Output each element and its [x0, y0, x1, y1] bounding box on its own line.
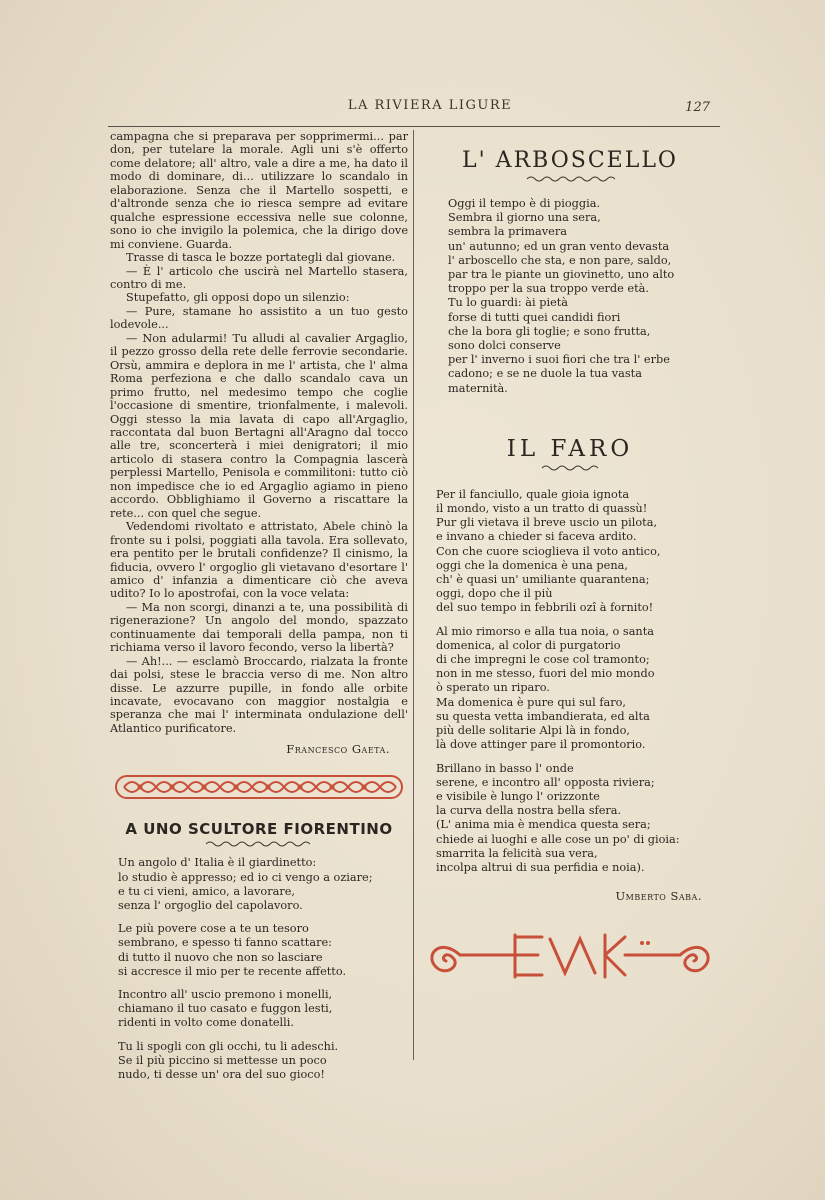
verse-line: Ma domenica è pure qui sul faro, — [436, 695, 627, 709]
verse-line: Tu li spogli con gli occhi, tu li adeschi. — [118, 1039, 339, 1053]
prose-paragraph: Vedendomi rivoltato e attristato, Abele chinò la fronte su i polsi, poggiati alla tavola. Era sollevato, era pentito per le brutali confidenze? Il cinismo, la fiducia, ovvero l' orgoglio gli vietavano d'esortare l' amico d' infanzia a dimenticare ciò che aveva udito? Io lo apostrofai, con la voce velata: — [110, 520, 408, 601]
poem-signature: Umberto Saba. — [615, 889, 702, 904]
verse-line: sembrano, e spesso ti fanno scattare: — [118, 936, 332, 950]
verse-line: oggi che la domenica è una pena, — [436, 558, 628, 572]
verse-line: maternità. — [448, 381, 508, 395]
running-head: LA RIVIERA LIGURE — [347, 98, 513, 113]
poem-faro — [420, 488, 720, 875]
verse-line: più delle solitarie Alpi là in fondo, — [436, 724, 631, 738]
prose-paragraph: — Non adularmi! Tu alludi al cavalier Argaglio, il pezzo grosso della rete delle ferrovie secondarie. Orsù, ammira e deplora in me l' artista, che l' alma Roma perfeziona e che dallo scandalo cava un primo frutto, nel medesimo tempo che coglie l'occasione di smentire, trionfalmente, i malevoli. Oggi stesso la mia lavata di capo all'Argaglio, raccontata dal buon Bertagni all'Aragno dal tocco alle tre, sconcerterà i miei denigratori; il mio articolo di stasera contro la Compagnia lascerà perplessi Martello, Penisola e commilitoni: tutto ciò non impedisce che io ed Argaglio agiamo in pieno accordo. Obblighiamo il Governo a riscattare la rete... con quel che segue. — [110, 331, 408, 520]
verse-line: là dove attinger pare il promontorio. — [436, 738, 646, 752]
stanza — [436, 488, 720, 616]
right-column — [420, 130, 720, 985]
verse-line: par tra le piante un giovinetto, uno alto — [448, 268, 675, 282]
verse-line: la curva della nostra bella sfera. — [436, 804, 622, 818]
verse-line: sembra la primavera — [448, 225, 567, 239]
poem-title-faro: IL FARO — [506, 435, 634, 462]
verse-line: forse di tutti quei candidi fiori — [448, 310, 621, 324]
verse-line: e tu ci vieni, amico, a lavorare, — [118, 884, 296, 898]
verse-line: Per il fanciullo, quale gioia ignota — [436, 487, 630, 501]
verse-line: troppo per la sua troppo verde età. — [448, 282, 649, 296]
column-rule — [413, 130, 414, 1060]
prose-section — [110, 130, 408, 735]
verse-line: del suo tempo in febbrili ozî à fornito! — [436, 601, 654, 615]
poem-title-scultore: A UNO SCULTORE FIORENTINO — [125, 820, 393, 839]
prose-paragraph: — È l' articolo che uscirà nel Martello stasera, contro di me. — [110, 264, 408, 291]
prose-paragraph: Trasse di tasca le bozze portategli dal giovane. — [126, 251, 396, 265]
verse-line: l' arboscello che sta, e non pare, saldo, — [448, 253, 672, 267]
prose-paragraph: — Pure, stamane ho assistito a un tuo gesto lodevole... — [110, 304, 408, 332]
verse-line: che la bora gli toglie; e sono frutta, — [448, 324, 651, 338]
verse-line: oggi, dopo che il più — [436, 587, 553, 601]
stanza — [118, 922, 408, 979]
verse-line: Le più povere cose a te un tesoro — [118, 922, 309, 936]
stanza — [118, 1040, 408, 1083]
verse-line: il mondo, visto a un tratto di quassù! — [436, 502, 648, 516]
verse-line: domenica, al color di purgatorio — [436, 638, 621, 652]
prose-paragraph: campagna che si preparava per sopprimermi... par don, per tutelare la morale. Agli uni s'è offerto come delatore; all' altro, vale a dire a me, ha dato il modo di dominare, di... utilizzare lo scandalo in elaborazione. Senza che il Martello sospetti, e d'altronde senza che io riesca sempre ad evitare qualche espressione eccessiva nelle sue colonne, sono io che invigilo la polemica, che la dirigo dove mi conviene. Guarda. — [110, 130, 408, 251]
page-number: 127 — [685, 100, 710, 115]
verse-line: lo studio è appresso; ed io ci vengo a oziare; — [118, 870, 373, 884]
stanza — [118, 988, 408, 1031]
verse-line: su questa vetta imbandierata, ed alta — [436, 709, 650, 723]
verse-line: serene, e incontro all' opposta riviera; — [436, 775, 655, 789]
verse-line: Sembra il giorno una sera, — [448, 211, 601, 225]
verse-line: e invano a chieder si faceva ardito. — [436, 530, 637, 544]
verse-line: per l' inverno i suoi fiori che tra l' erbe — [448, 353, 670, 367]
prose-paragraph: — Ah!... — esclamò Broccardo, rialzata la fronte dai polsi, stese le braccia verso di me. Non altro disse. Le azzurre pupille, in fondo alle orbite incavate, evocavano con maggior nostalgia e speranza che mai l' interminata ondulazione dell' Atlantico purificatore. — [110, 654, 408, 735]
verse-line: ch' è quasi un' umiliante quarantena; — [436, 573, 650, 587]
verse-line: smarrita la felicità sua vera, — [436, 846, 598, 860]
verse-line: Pur gli vietava il breve uscio un pilota, — [436, 516, 658, 530]
verse-line: Brillano in basso l' onde — [436, 761, 574, 775]
verse-line: Oggi il tempo è di pioggia. — [448, 197, 601, 210]
verse-line: chiamano il tuo casato e fuggon lesti, — [118, 1002, 333, 1016]
verse-line: Incontro all' uscio premono i monelli, — [118, 988, 333, 1002]
verse-line: Un angolo d' Italia è il giardinetto: — [118, 856, 317, 870]
stanza — [436, 762, 720, 876]
verse-line: (L' anima mia è mendica questa sera; — [436, 818, 651, 832]
stanza — [436, 625, 720, 753]
prose-signature: Francesco Gaeta. — [286, 742, 390, 757]
verse-line: non in me stesso, fuori del mio mondo — [436, 667, 655, 681]
prose-paragraph: — Ma non scorgi, dinanzi a te, una possibilità di rigenerazione? Un angolo del mondo, spazzato continuamente dai temporali della pampa, non ti richiama verso il lavoro fecondo, verso la libertà? — [110, 600, 408, 655]
stanza — [118, 856, 408, 913]
left-column — [110, 130, 408, 1082]
verse-line: di che impregni le cose col tramonto; — [436, 653, 650, 667]
verse-line: si accresce il mio per te recente affetto. — [118, 964, 347, 978]
verse-line: cadono; e se ne duole la tua vasta — [448, 367, 642, 381]
red-ornamental-band — [110, 770, 408, 804]
verse-line: e visibile è lungo l' orizzonte — [436, 789, 600, 803]
verse-line: ridenti in volto come donatelli. — [118, 1016, 294, 1030]
poem-scultore — [110, 856, 408, 1082]
poem-title-arboscello: L' ARBOSCELLO — [462, 148, 678, 173]
stanza — [448, 197, 720, 396]
verse-line: sono dolci conserve — [448, 339, 561, 353]
verse-line: Tu lo guardi: ài pietà — [448, 296, 569, 310]
verse-line: incolpa altrui di sua perfidia e noia). — [436, 860, 645, 874]
verse-line: nudo, ti desse un' ora del suo gioco! — [118, 1068, 325, 1082]
verse-line: chiede ai luoghi e alle cose un po' di gioia: — [436, 832, 680, 846]
verse-line: senza l' orgoglio del capolavoro. — [118, 899, 303, 912]
verse-line: un' autunno; ed un gran vento devasta — [448, 239, 670, 253]
title-squiggle — [525, 175, 615, 183]
title-squiggle — [204, 840, 314, 848]
title-squiggle — [540, 464, 600, 472]
poem-arboscello — [420, 197, 720, 396]
verse-line: Al mio rimorso e alla tua noia, o santa — [436, 624, 654, 638]
verse-line: di tutto il nuovo che non so lasciare — [118, 950, 323, 964]
verse-line: Con che cuore scioglieva il voto antico, — [436, 544, 661, 558]
prose-paragraph: Stupefatto, gli opposi dopo un silenzio: — [126, 291, 350, 305]
header-rule — [108, 126, 720, 127]
red-tailpiece-ornament — [420, 925, 720, 985]
verse-line: Se il più piccino si mettesse un poco — [118, 1053, 327, 1067]
verse-line: ò sperato un riparo. — [436, 681, 550, 695]
